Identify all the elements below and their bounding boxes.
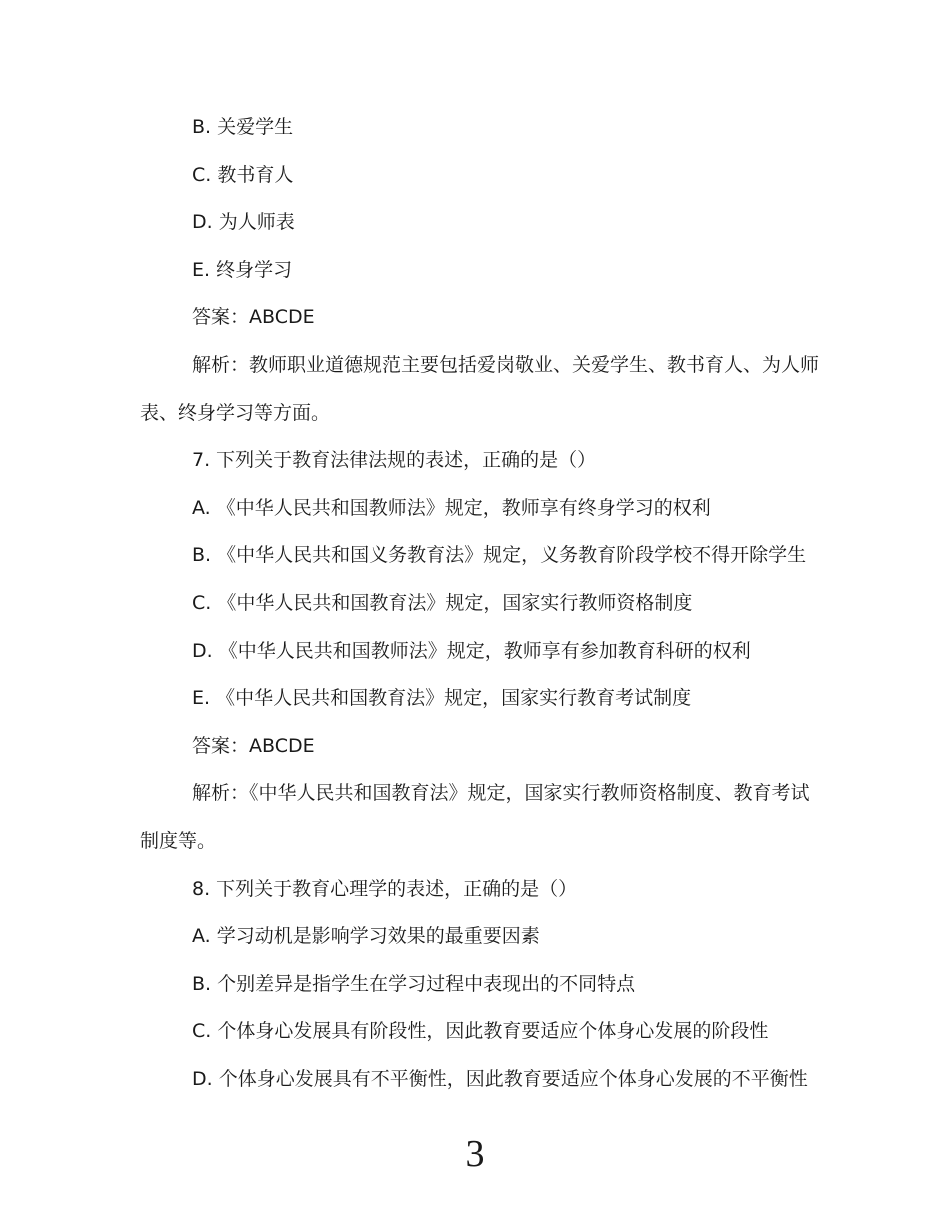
option-line-6b: B. 关爱学生 — [192, 116, 294, 138]
analysis-line-6-continuation: 表、终身学习等方面。 — [140, 401, 331, 424]
option-line-6c: C. 教书育人 — [192, 163, 294, 186]
option-line-7e: E. 《中华人民共和国教育法》规定，国家实行教育考试制度 — [192, 687, 692, 710]
question-line-8: 8. 下列关于教育心理学的表述，正确的是（） — [192, 877, 578, 900]
page-number: 3 — [465, 1133, 485, 1175]
answer-line-7: 答案：ABCDE — [192, 734, 315, 757]
analysis-line-7-continuation: 制度等。 — [140, 829, 217, 852]
option-line-7c: C. 《中华人民共和国教育法》规定，国家实行教师资格制度 — [192, 591, 693, 614]
answer-line-6: 答案：ABCDE — [192, 306, 315, 329]
option-line-6e: E. 终身学习 — [192, 258, 293, 281]
document-body — [140, 104, 820, 1103]
option-line-8a: A. 学习动机是影响学习效果的最重要因素 — [192, 925, 540, 948]
question-line-7: 7. 下列关于教育法律法规的表述，正确的是（） — [192, 449, 597, 472]
option-line-7a: A. 《中华人民共和国教师法》规定，教师享有终身学习的权利 — [192, 496, 711, 519]
option-line-6d: D. 为人师表 — [192, 211, 295, 234]
option-line-7b: B. 《中华人民共和国义务教育法》规定，义务教育阶段学校不得开除学生 — [192, 544, 807, 567]
option-line-8b: B. 个别差异是指学生在学习过程中表现出的不同特点 — [192, 972, 636, 995]
option-line-8d: D. 个体身心发展具有不平衡性，因此教育要适应个体身心发展的不平衡性 — [192, 1067, 808, 1090]
option-line-8c: C. 个体身心发展具有阶段性，因此教育要适应个体身心发展的阶段性 — [192, 1020, 769, 1043]
analysis-line-6: 解析：教师职业道德规范主要包括爱岗敬业、关爱学生、教书育人、为人师 — [192, 353, 820, 376]
analysis-line-7: 解析：《中华人民共和国教育法》规定，国家实行教师资格制度、教育考试 — [192, 782, 810, 805]
option-line-7d: D. 《中华人民共和国教师法》规定，教师享有参加教育科研的权利 — [192, 639, 751, 662]
